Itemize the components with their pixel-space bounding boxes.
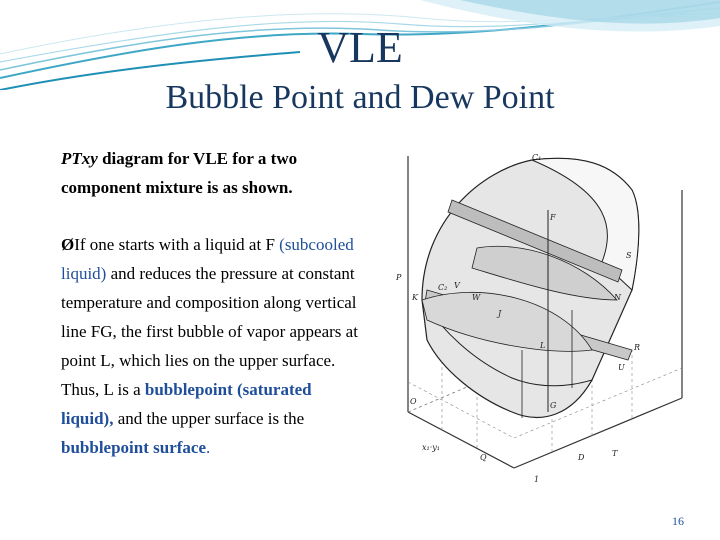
arrow-bullet-icon: Ø	[61, 235, 75, 254]
label-n: N	[614, 293, 621, 302]
label-j: J	[498, 309, 502, 318]
label-p: P	[396, 273, 402, 282]
ptxy-diagram-figure	[382, 150, 708, 490]
label-s: S	[626, 251, 632, 260]
ptxy-term: PTxy	[61, 149, 98, 168]
slide-title: VLE	[317, 23, 403, 72]
label-u: U	[618, 363, 625, 372]
label-f: F	[550, 213, 556, 222]
label-x: x₁·y₁	[422, 443, 440, 452]
label-c2: C₂	[438, 283, 448, 292]
bullet-text-a: If one starts with a liquid at F	[74, 235, 280, 254]
intro-text: diagram for VLE for a two component mixture is as shown.	[61, 149, 298, 197]
subcooled-liquid-term: (subcooled liquid)	[61, 235, 354, 283]
intro-paragraph	[61, 144, 361, 202]
bullet-paragraph	[61, 230, 361, 462]
bullet-text-d: .	[206, 438, 211, 457]
label-g: G	[550, 401, 557, 410]
page-number: 16	[672, 514, 684, 528]
label-c1: C₁	[532, 153, 542, 162]
bubblepoint-surface-term: bubblepoint surface	[61, 438, 206, 457]
bullet-text-b: and reduces the pressure at constant temperature and composition along vertical line FG, the first bubble of vapor appears at point L, which lies on the upper surface. Thus, L is a	[61, 264, 358, 399]
label-one: 1	[534, 475, 540, 484]
label-l: L	[540, 341, 546, 350]
label-v: V	[454, 281, 460, 290]
label-o: O	[410, 397, 417, 406]
label-k: K	[412, 293, 418, 302]
bubblepoint-term: bubblepoint (saturated liquid),	[61, 380, 312, 428]
label-q: Q	[480, 453, 487, 462]
label-d: D	[578, 453, 585, 462]
body-text	[61, 144, 361, 462]
label-w: W	[472, 293, 481, 302]
slide-subtitle: Bubble Point and Dew Point	[165, 79, 555, 116]
bullet-text-c: and the upper surface is the	[113, 409, 305, 428]
label-t: T	[612, 449, 618, 458]
label-r: R	[634, 343, 641, 352]
